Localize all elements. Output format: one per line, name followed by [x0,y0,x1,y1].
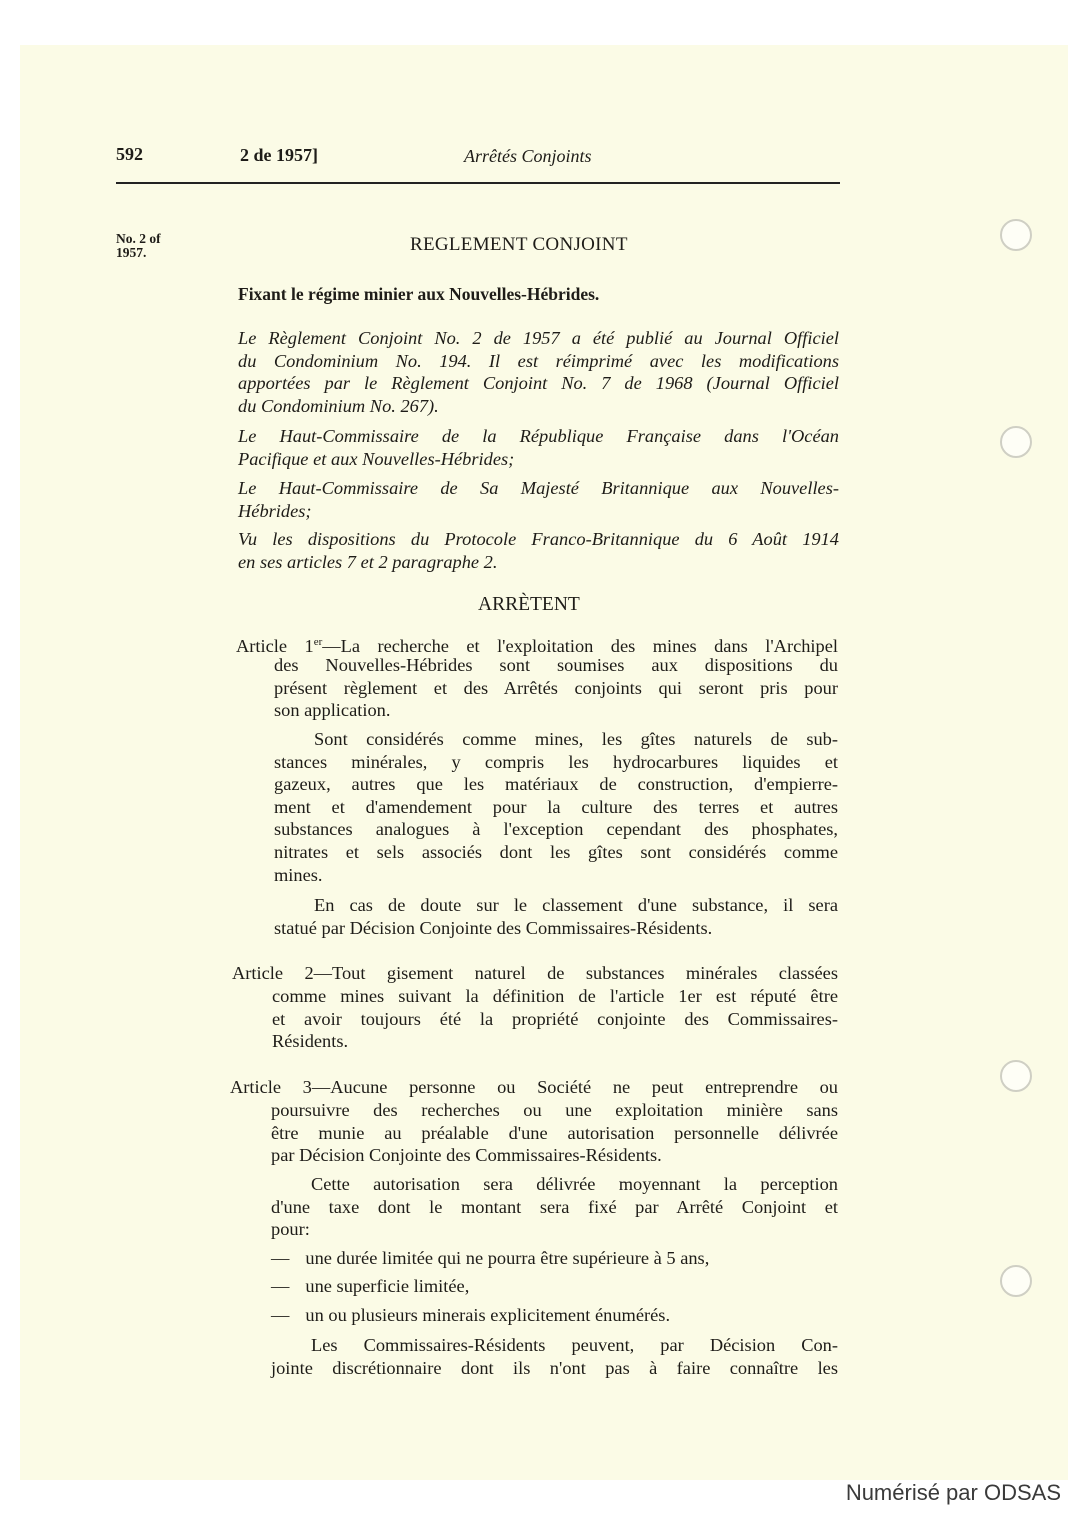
punch-hole [1000,1060,1032,1092]
page-number: 592 [116,144,143,164]
subtitle: Fixant le régime minier aux Nouvelles-Hébrides. [238,284,600,304]
article-1-paragraph-2: Sont considérés comme mines, les gîtes naturels de sub- stances minérales, y compris les hydrocarbures liquides et gazeux, autres que les matériaux de construction, d'empierre- ment et d'amendement pour la culture des terres et autres substances analogues à l'exception cependant des phosphates, nitrates et sels associés dont les gîtes sont considérés comme mines. [274,729,838,885]
article-3-paragraph-2: Cette autorisation sera délivrée moyennant la perception d'une taxe dont le montant sera fixé par Arrêté Conjoint et pour: [271,1174,838,1240]
list-item: — un ou plusieurs minerais explicitement énumérés. [271,1305,671,1325]
preamble-protocol: Vu les dispositions du Protocole Franco-Britannique du 6 Août 1914 en ses articles 7 et 2 paragraphe 2. [238,529,839,572]
preamble-british-commissioner: Le Haut-Commissaire de Sa Majesté Britannique aux Nouvelles- Hébrides; [238,478,839,521]
article-3-line-1: Article 3—Aucune personne ou Société ne peut entreprendre ou [230,1077,838,1097]
article-3-paragraph-1: poursuivre des recherches ou une exploitation minière sans être munie au préalable d'une autorisation personnelle délivrée par Décision Conjointe des Commissaires-Résidents. [271,1100,838,1166]
article-3-paragraph-3: Les Commissaires-Résidents peuvent, par Décision Con- jointe discrétionnaire dont ils n'ont pas à faire connaître les [271,1335,838,1378]
arretent-heading: ARRÈTENT [478,594,580,615]
preamble-french-commissioner: Le Haut-Commissaire de la République Française dans l'Océan Pacifique et aux Nouvelles-Hébrides; [238,426,839,469]
list-item: — une superficie limitée, [271,1276,470,1296]
article-1-paragraph-1: des Nouvelles-Hébrides sont soumises aux dispositions du présent règlement et des Arrêtés conjoints qui seront pris pour son application. [274,655,838,721]
punch-hole [1000,426,1032,458]
header-rule [116,182,840,184]
preamble-publication: Le Règlement Conjoint No. 2 de 1957 a été publié au Journal Officiel du Condominium No. 194. Il est réimprimé avec les modifications apportées par le Règlement Conjoint No. 7 de 1968 (Journal Officiel du Condominium No. 267). [238,328,839,416]
punch-hole [1000,1265,1032,1297]
punch-hole [1000,219,1032,251]
header-reference: 2 de 1957] [240,145,318,165]
article-1-line-1: Article 1er—La recherche et l'exploitation des mines dans l'Archipel [236,636,839,657]
article-2-paragraph: comme mines suivant la définition de l'article 1er est réputé être et avoir toujours été la propriété conjointe des Commissaires- Résidents. [272,986,838,1052]
margin-note: No. 2 of 1957. [116,231,161,260]
running-title: Arrêtés Conjoints [464,146,592,166]
list-item: — une durée limitée qui ne pourra être supérieure à 5 ans, [271,1248,710,1268]
page-title: REGLEMENT CONJOINT [410,234,628,255]
digitization-credit: Numérisé par ODSAS [845,1480,1061,1505]
article-1-paragraph-3: En cas de doute sur le classement d'une substance, il sera statué par Décision Conjointe des Commissaires-Résidents. [274,895,838,938]
article-2-line-1: Article 2—Tout gisement naturel de substances minérales classées [232,963,838,983]
